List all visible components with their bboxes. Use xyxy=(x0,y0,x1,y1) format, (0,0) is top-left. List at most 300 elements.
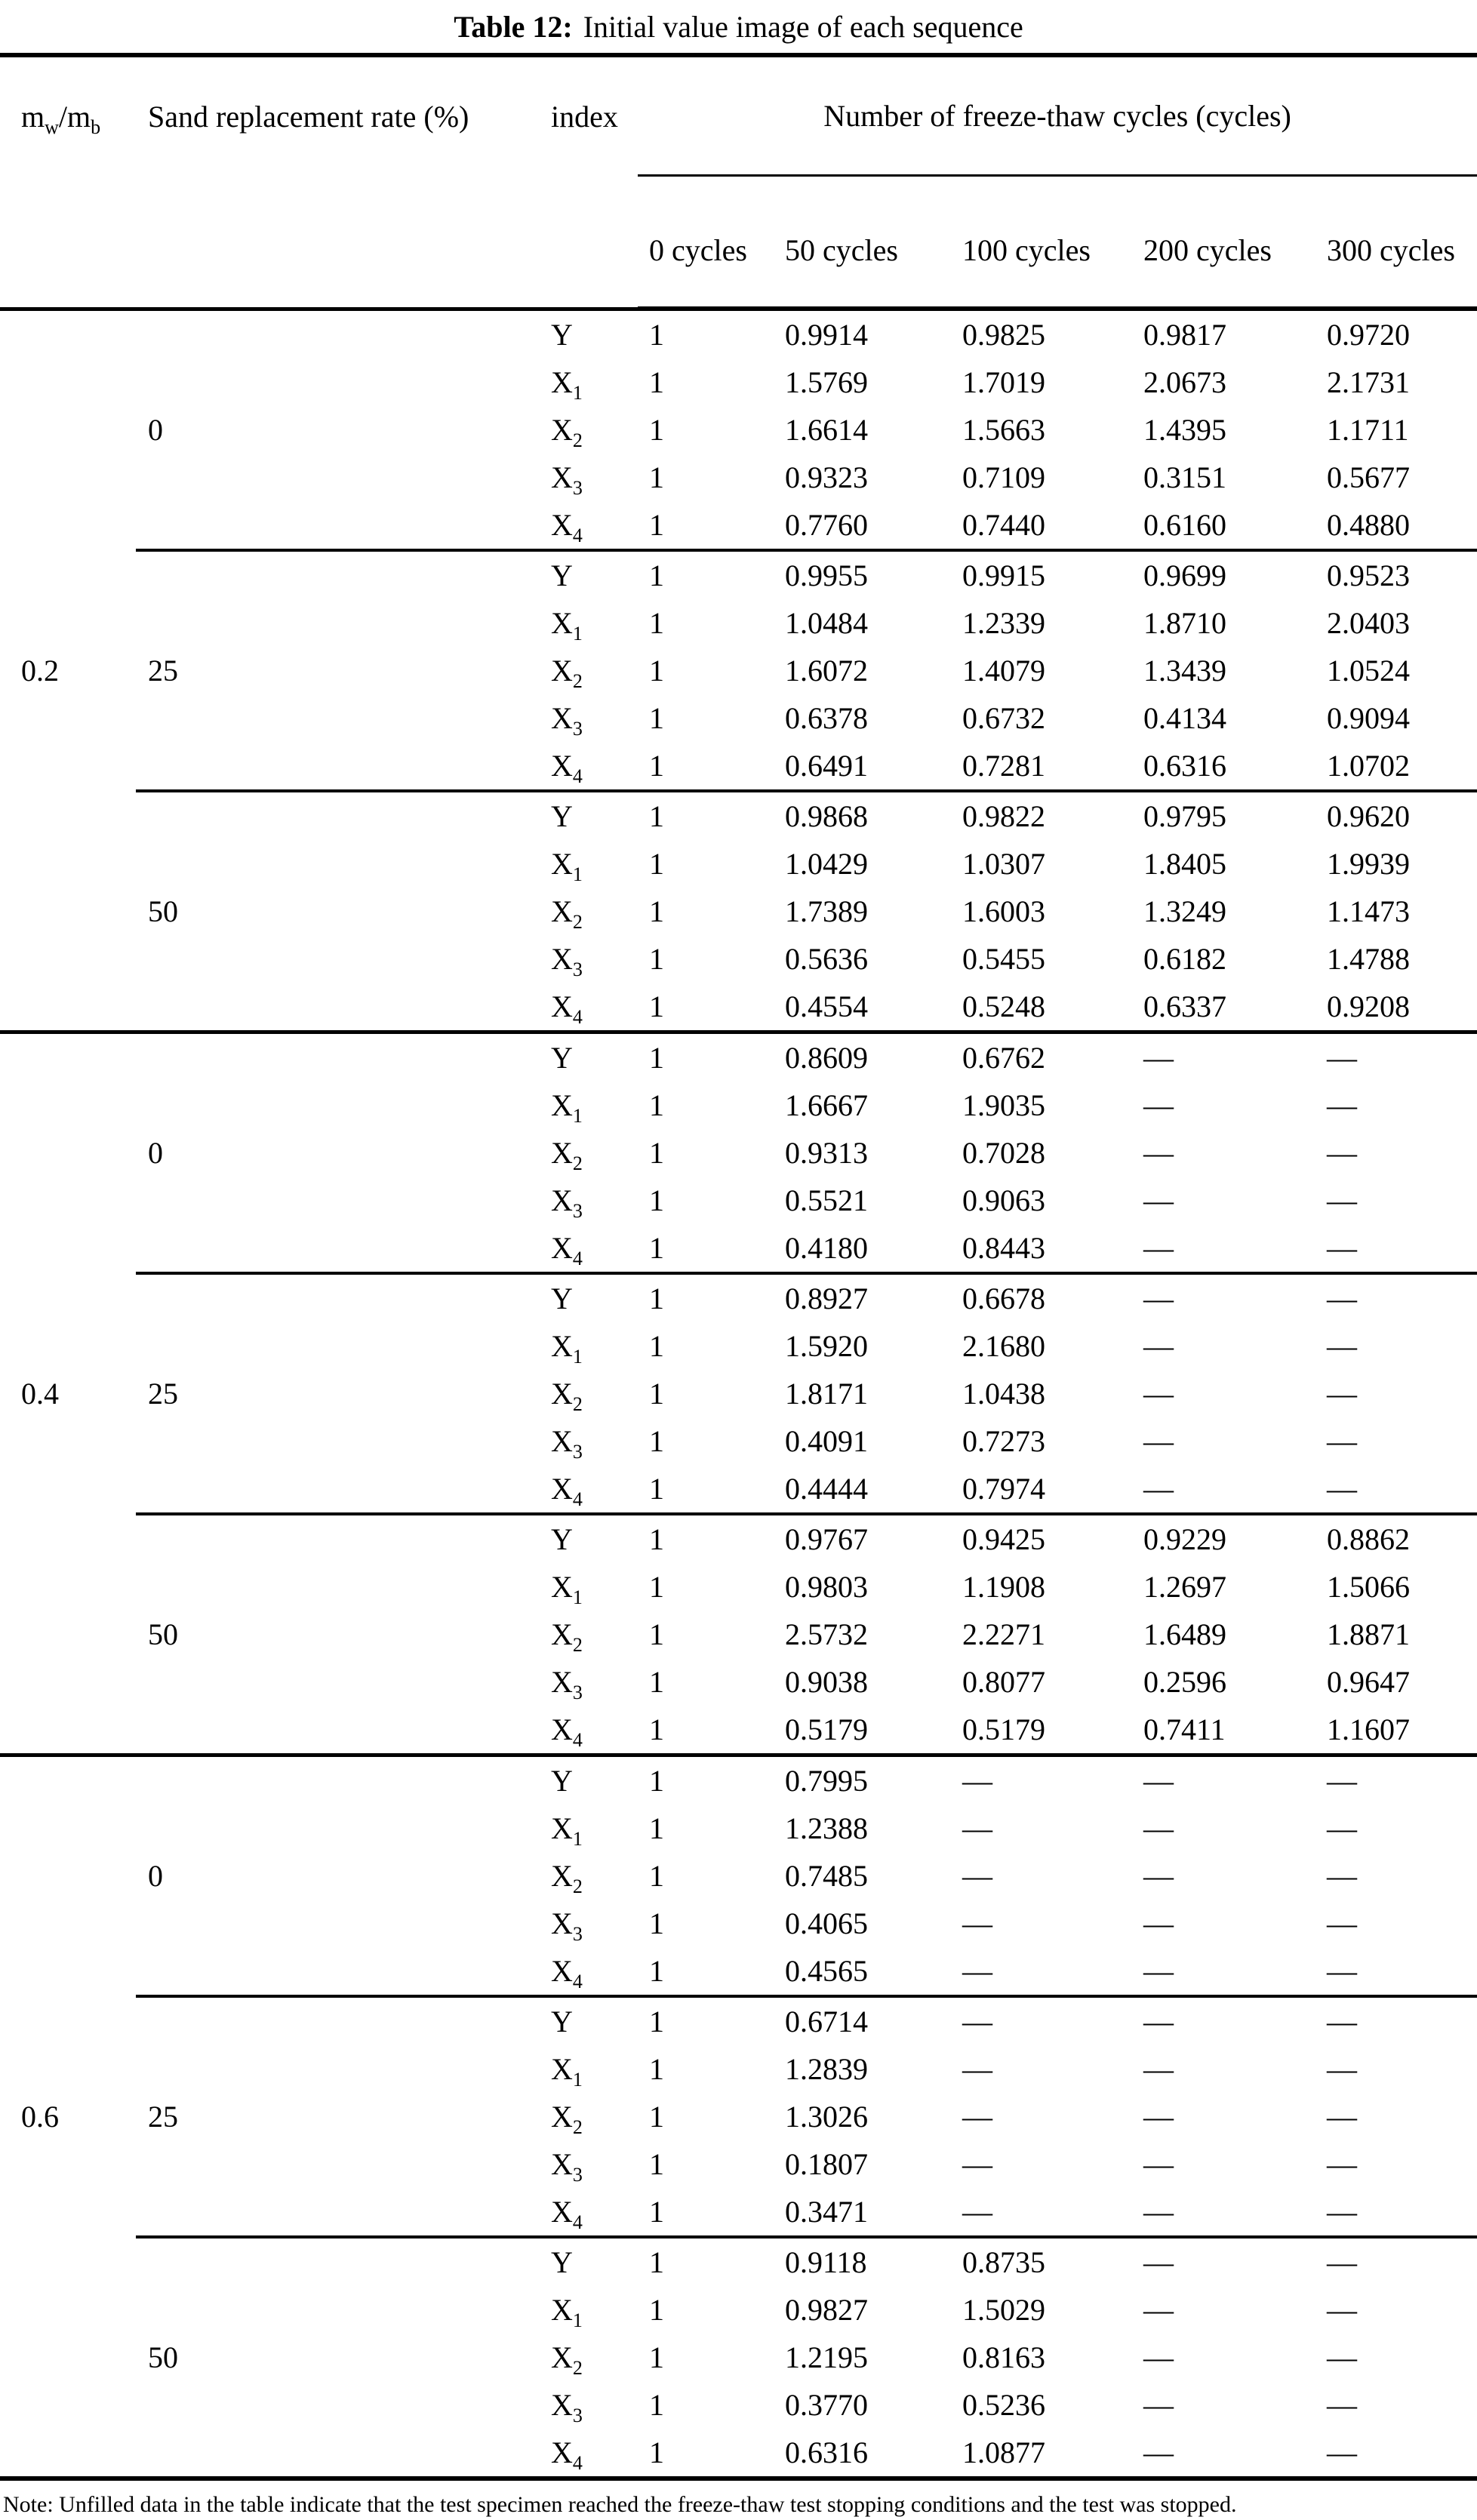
index-subscript: 1 xyxy=(572,1586,583,1608)
value-cell: 1.0524 xyxy=(1327,654,1410,688)
index-cell: Y xyxy=(540,1273,638,1322)
value-cell: — xyxy=(1327,1906,1357,1940)
value-cell: 1 xyxy=(649,1136,664,1170)
value-cell: 0.8735 xyxy=(951,2237,1132,2286)
value-cell: 0.8163 xyxy=(962,2340,1045,2374)
ratio-base-1: m xyxy=(21,100,45,134)
value-cell: 0.7760 xyxy=(785,508,868,542)
value-cell: 1 xyxy=(638,1032,774,1082)
sand-rate-cell: 50 xyxy=(136,1514,540,1755)
value-cell: 0.9313 xyxy=(785,1136,868,1170)
value-cell: 1 xyxy=(649,1811,664,1845)
index-subscript: 1 xyxy=(572,863,583,885)
value-cell: 0.3471 xyxy=(785,2195,868,2229)
value-cell: 1.1473 xyxy=(1327,894,1410,928)
value-cell: 1 xyxy=(649,2052,664,2086)
index-cell: $X_2$ xyxy=(551,654,583,692)
index-cell: Y xyxy=(540,309,638,358)
value-cell: 0.9767 xyxy=(774,1514,951,1563)
index-cell: $X_1$ xyxy=(551,1811,583,1850)
value-cell: 1 xyxy=(649,1231,664,1265)
value-cell: 0.9425 xyxy=(951,1514,1132,1563)
col-header-sand-rate: Sand replacement rate (%) xyxy=(148,100,469,134)
value-cell: 1 xyxy=(649,1665,664,1699)
col-header-cycles-group: Number of freeze-thaw cycles (cycles) xyxy=(638,55,1477,176)
value-cell: — xyxy=(1315,2237,1477,2286)
index-cell: $X_1$ xyxy=(551,1088,583,1127)
value-cell: — xyxy=(1132,1032,1315,1082)
value-cell: — xyxy=(1143,1811,1174,1845)
index-subscript: 1 xyxy=(572,2309,583,2331)
index-cell: $X_2$ xyxy=(551,2340,583,2379)
value-cell: — xyxy=(1327,2195,1357,2229)
col-header-100-cycles: 100 cycles xyxy=(951,176,1132,309)
index-subscript: 4 xyxy=(572,1248,583,1269)
index-cell: $X_2$ xyxy=(551,1377,583,1415)
value-cell: 0.7028 xyxy=(962,1136,1045,1170)
value-cell: 1.1607 xyxy=(1327,1712,1410,1746)
value-cell: 2.1731 xyxy=(1327,365,1410,399)
value-cell: 1.9939 xyxy=(1327,847,1410,881)
header-row-1 xyxy=(0,55,1477,176)
index-subscript: 3 xyxy=(572,1923,583,1945)
value-cell: 0.6316 xyxy=(785,2435,868,2469)
value-cell: 0.3151 xyxy=(1143,460,1226,494)
value-cell: 1.6072 xyxy=(785,654,868,688)
index-cell: $X_1$ xyxy=(551,365,583,404)
value-cell: 0.9822 xyxy=(951,791,1132,840)
value-cell: 0.9795 xyxy=(1132,791,1315,840)
value-cell: — xyxy=(1327,1954,1357,1988)
value-cell: — xyxy=(1143,2435,1174,2469)
value-cell: 1.5066 xyxy=(1327,1570,1410,1604)
index-cell: $X_3$ xyxy=(551,1665,583,1703)
value-cell: 0.9323 xyxy=(785,460,868,494)
value-cell: 1.2339 xyxy=(962,606,1045,640)
value-cell: 0.7273 xyxy=(962,1424,1045,1458)
value-cell: 1 xyxy=(638,1996,774,2045)
sand-rate-cell: 0 xyxy=(136,309,540,550)
col-header-300-cycles: 300 cycles xyxy=(1315,176,1477,309)
value-cell: — xyxy=(1327,1231,1357,1265)
value-cell: — xyxy=(1143,1136,1174,1170)
sand-rate-cell: 0 xyxy=(136,1755,540,1997)
sand-rate-cell: 25 xyxy=(136,550,540,791)
value-cell: 0.4565 xyxy=(785,1954,868,1988)
value-cell: 0.9720 xyxy=(1315,309,1477,358)
value-cell: 1 xyxy=(649,508,664,542)
value-cell: — xyxy=(1327,1472,1357,1506)
ratio-sub-2: b xyxy=(91,116,101,138)
col-header-200-cycles: 200 cycles xyxy=(1132,176,1315,309)
value-cell: 0.9063 xyxy=(962,1183,1045,1217)
value-cell: — xyxy=(1327,1811,1357,1845)
value-cell: 0.9803 xyxy=(785,1570,868,1604)
value-cell: 1 xyxy=(649,2100,664,2134)
index-cell: $X_4$ xyxy=(551,2195,583,2233)
value-cell: 0.9038 xyxy=(785,1665,868,1699)
index-cell: $X_4$ xyxy=(551,749,583,787)
index-subscript: 3 xyxy=(572,1441,583,1463)
value-cell: 0.7281 xyxy=(962,749,1045,783)
ratio-base-2: /m xyxy=(58,100,91,134)
value-cell: 1.5663 xyxy=(962,413,1045,447)
index-cell: $X_2$ xyxy=(551,2100,583,2138)
table-row xyxy=(0,1032,1477,1082)
col-header-index: index xyxy=(551,100,618,134)
value-cell: 0.9620 xyxy=(1315,791,1477,840)
value-cell: 1.0438 xyxy=(962,1377,1045,1411)
value-cell: 0.8927 xyxy=(774,1273,951,1322)
value-cell: 0.7485 xyxy=(785,1859,868,1893)
table-header xyxy=(0,55,1477,309)
value-cell: 0.2596 xyxy=(1143,1665,1226,1699)
value-cell: 1.1711 xyxy=(1327,413,1409,447)
value-cell: — xyxy=(1327,2052,1357,2086)
value-cell: 1 xyxy=(649,365,664,399)
value-cell: 1.0484 xyxy=(785,606,868,640)
value-cell: 1 xyxy=(649,2195,664,2229)
table-footnote: Note: Unfilled data in the table indicate that the test specimen reached the freeze-thaw test stopping conditions and the test was stopped. xyxy=(3,2492,1237,2517)
value-cell: 0.9699 xyxy=(1132,550,1315,599)
value-cell: — xyxy=(1143,2388,1174,2422)
value-cell: 1.7019 xyxy=(962,365,1045,399)
value-cell: 1.5920 xyxy=(785,1329,868,1363)
value-cell: 1 xyxy=(649,1377,664,1411)
value-cell: 2.2271 xyxy=(962,1617,1045,1651)
value-cell: 1.0877 xyxy=(962,2435,1045,2469)
index-subscript: 1 xyxy=(572,623,583,645)
index-cell: $X_4$ xyxy=(551,1472,583,1510)
sand-rate-cell: 25 xyxy=(136,1273,540,1514)
value-cell: 0.9827 xyxy=(785,2293,868,2327)
value-cell: 1.4395 xyxy=(1143,413,1226,447)
value-cell: 1.7389 xyxy=(785,894,868,928)
index-cell: $X_4$ xyxy=(551,1231,583,1269)
value-cell: 1 xyxy=(638,309,774,358)
index-cell: $X_3$ xyxy=(551,1906,583,1945)
value-cell: — xyxy=(962,1811,992,1845)
value-cell: 1 xyxy=(649,894,664,928)
index-subscript: 3 xyxy=(572,2405,583,2426)
value-cell: 0.4134 xyxy=(1143,701,1226,735)
ratio-sub-1: w xyxy=(45,116,59,138)
value-cell: — xyxy=(1327,1377,1357,1411)
value-cell: 1 xyxy=(649,1424,664,1458)
value-cell: 0.9647 xyxy=(1327,1665,1410,1699)
value-cell: 2.0673 xyxy=(1143,365,1226,399)
value-cell: — xyxy=(1143,2293,1174,2327)
value-cell: 1.6667 xyxy=(785,1088,868,1122)
index-subscript: 3 xyxy=(572,2164,583,2186)
value-cell: — xyxy=(1327,2147,1357,2181)
index-cell: $X_1$ xyxy=(551,1329,583,1368)
value-cell: 0.9817 xyxy=(1132,309,1315,358)
value-cell: — xyxy=(1143,1231,1174,1265)
value-cell: — xyxy=(962,1906,992,1940)
value-cell: 1.3439 xyxy=(1143,654,1226,688)
index-subscript: 1 xyxy=(572,1105,583,1127)
value-cell: 1 xyxy=(649,2147,664,2181)
value-cell: 1.2195 xyxy=(785,2340,868,2374)
value-cell: 1 xyxy=(638,550,774,599)
col-header-ratio xyxy=(0,55,136,309)
value-cell: 1 xyxy=(638,1755,774,1805)
value-cell: 0.9955 xyxy=(774,550,951,599)
value-cell: 1.5769 xyxy=(785,365,868,399)
value-cell: 1.9035 xyxy=(962,1088,1045,1122)
value-cell: 1 xyxy=(649,413,664,447)
value-cell: 1.5029 xyxy=(962,2293,1045,2327)
value-cell: 0.6316 xyxy=(1143,749,1226,783)
value-cell: 0.8077 xyxy=(962,1665,1045,1699)
index-cell: $X_2$ xyxy=(551,1136,583,1174)
value-cell: 1.0702 xyxy=(1327,749,1410,783)
value-cell: 1 xyxy=(638,1273,774,1322)
value-cell: 2.5732 xyxy=(785,1617,868,1651)
value-cell: 2.1680 xyxy=(962,1329,1045,1363)
value-cell: 0.4065 xyxy=(785,1906,868,1940)
value-cell: — xyxy=(1143,1859,1174,1893)
value-cell: 0.9825 xyxy=(951,309,1132,358)
index-cell: $X_1$ xyxy=(551,1570,583,1608)
value-cell: 0.4091 xyxy=(785,1424,868,1458)
index-cell: $X_2$ xyxy=(551,413,583,451)
index-cell: $X_4$ xyxy=(551,508,583,546)
value-cell: 0.7440 xyxy=(962,508,1045,542)
index-cell: $X_3$ xyxy=(551,460,583,499)
value-cell: 1 xyxy=(649,1954,664,1988)
value-cell: — xyxy=(1143,1377,1174,1411)
value-cell: 0.7109 xyxy=(962,460,1045,494)
value-cell: — xyxy=(1327,1183,1357,1217)
index-cell: $X_4$ xyxy=(551,1954,583,1992)
value-cell: 1.3249 xyxy=(1143,894,1226,928)
value-cell: 1.2839 xyxy=(785,2052,868,2086)
index-subscript: 2 xyxy=(572,1634,583,1656)
index-subscript: 4 xyxy=(572,1488,583,1510)
index-cell: $X_3$ xyxy=(551,701,583,740)
value-cell: 1 xyxy=(638,791,774,840)
index-cell: $X_3$ xyxy=(551,1424,583,1463)
index-subscript: 4 xyxy=(572,1006,583,1028)
index-subscript: 1 xyxy=(572,1828,583,1850)
value-cell: — xyxy=(1327,1859,1357,1893)
value-cell: 0.9229 xyxy=(1132,1514,1315,1563)
value-cell: 0.5179 xyxy=(785,1712,868,1746)
value-cell: — xyxy=(1327,1329,1357,1363)
value-cell: — xyxy=(1327,2100,1357,2134)
index-subscript: 4 xyxy=(572,765,583,787)
index-cell: Y xyxy=(540,1032,638,1082)
value-cell: 1.2388 xyxy=(785,1811,868,1845)
value-cell: 1.8710 xyxy=(1143,606,1226,640)
value-cell: 1 xyxy=(649,847,664,881)
table-row xyxy=(0,550,1477,599)
value-cell: 0.8443 xyxy=(962,1231,1045,1265)
value-cell: 1 xyxy=(649,1183,664,1217)
value-cell: — xyxy=(1143,2100,1174,2134)
index-cell: $X_2$ xyxy=(551,894,583,933)
sand-rate-cell: 50 xyxy=(136,2237,540,2478)
index-cell: $X_3$ xyxy=(551,2388,583,2426)
index-subscript: 2 xyxy=(572,1875,583,1897)
index-subscript: 2 xyxy=(572,1393,583,1415)
value-cell: 0.4880 xyxy=(1327,508,1410,542)
value-cell: — xyxy=(1143,1906,1174,1940)
value-cell: 0.9523 xyxy=(1315,550,1477,599)
value-cell: 0.5455 xyxy=(962,942,1045,976)
value-cell: 0.9868 xyxy=(774,791,951,840)
value-cell: 0.5248 xyxy=(962,989,1045,1023)
value-cell: 1 xyxy=(649,989,664,1023)
index-cell: $X_4$ xyxy=(551,989,583,1028)
value-cell: 0.8862 xyxy=(1315,1514,1477,1563)
table-row xyxy=(0,1273,1477,1322)
value-cell: — xyxy=(1143,1472,1174,1506)
value-cell: 1 xyxy=(649,1570,664,1604)
value-cell: 1.2697 xyxy=(1143,1570,1226,1604)
index-cell: $X_1$ xyxy=(551,606,583,645)
value-cell: 0.4554 xyxy=(785,989,868,1023)
col-header-50-cycles: 50 cycles xyxy=(774,176,951,309)
index-subscript: 2 xyxy=(572,911,583,933)
value-cell: 1 xyxy=(649,2435,664,2469)
value-cell: 1 xyxy=(649,942,664,976)
index-cell: $X_4$ xyxy=(551,2435,583,2474)
value-cell: 0.6678 xyxy=(951,1273,1132,1322)
index-subscript: 4 xyxy=(572,525,583,546)
value-cell: 0.4180 xyxy=(785,1231,868,1265)
value-cell: 1 xyxy=(638,2237,774,2286)
value-cell: 0.7974 xyxy=(962,1472,1045,1506)
value-cell: 1 xyxy=(649,1329,664,1363)
value-cell: — xyxy=(1143,2195,1174,2229)
value-cell: 1.6614 xyxy=(785,413,868,447)
value-cell: — xyxy=(1143,1329,1174,1363)
sand-rate-cell: 0 xyxy=(136,1032,540,1274)
index-subscript: 3 xyxy=(572,1200,583,1222)
value-cell: — xyxy=(1327,2340,1357,2374)
value-cell: — xyxy=(1132,2237,1315,2286)
value-cell: 0.8609 xyxy=(774,1032,951,1082)
value-cell: — xyxy=(951,1755,1132,1805)
value-cell: 1 xyxy=(649,1859,664,1893)
value-cell: — xyxy=(1143,2052,1174,2086)
table-row xyxy=(0,309,1477,358)
ratio-cell: 0.6 xyxy=(0,1755,136,2479)
value-cell: 1 xyxy=(649,606,664,640)
value-cell: 1 xyxy=(649,1472,664,1506)
value-cell: 2.0403 xyxy=(1327,606,1410,640)
index-cell: $X_3$ xyxy=(551,942,583,980)
value-cell: — xyxy=(1143,2147,1174,2181)
value-cell: 0.5636 xyxy=(785,942,868,976)
value-cell: 0.7411 xyxy=(1143,1712,1226,1746)
index-subscript: 4 xyxy=(572,2211,583,2233)
index-cell: $X_1$ xyxy=(551,2293,583,2331)
value-cell: 1.0307 xyxy=(962,847,1045,881)
value-cell: 0.7995 xyxy=(774,1755,951,1805)
value-cell: — xyxy=(962,2052,992,2086)
value-cell: 1.1908 xyxy=(962,1570,1045,1604)
index-cell: $X_1$ xyxy=(551,847,583,885)
col-header-0-cycles: 0 cycles xyxy=(638,176,774,309)
index-subscript: 1 xyxy=(572,1346,583,1368)
index-cell: $X_3$ xyxy=(551,1183,583,1222)
index-cell: $X_2$ xyxy=(551,1859,583,1897)
value-cell: 1 xyxy=(649,1617,664,1651)
ratio-cell: 0.4 xyxy=(0,1032,136,1755)
value-cell: 0.9914 xyxy=(774,309,951,358)
value-cell: 0.3770 xyxy=(785,2388,868,2422)
value-cell: 1.0429 xyxy=(785,847,868,881)
index-subscript: 2 xyxy=(572,429,583,451)
value-cell: 0.6160 xyxy=(1143,508,1226,542)
value-cell: 1.4079 xyxy=(962,654,1045,688)
value-cell: — xyxy=(1132,1996,1315,2045)
value-cell: 0.5236 xyxy=(962,2388,1045,2422)
index-subscript: 1 xyxy=(572,382,583,404)
value-cell: 1.3026 xyxy=(785,2100,868,2134)
index-subscript: 3 xyxy=(572,718,583,740)
index-cell: Y xyxy=(540,1996,638,2045)
value-cell: 1.4788 xyxy=(1327,942,1410,976)
index-cell: Y xyxy=(540,1514,638,1563)
value-cell: 1.8171 xyxy=(785,1377,868,1411)
value-cell: — xyxy=(1143,1954,1174,1988)
sand-rate-cell: 50 xyxy=(136,791,540,1032)
value-cell: 1 xyxy=(649,2293,664,2327)
value-cell: — xyxy=(1132,1755,1315,1805)
value-cell: 0.9094 xyxy=(1327,701,1410,735)
index-subscript: 2 xyxy=(572,2116,583,2138)
table-title-label: Table 12: xyxy=(454,10,573,44)
value-cell: — xyxy=(962,1859,992,1893)
value-cell: 1.8405 xyxy=(1143,847,1226,881)
value-cell: — xyxy=(1315,1755,1477,1805)
value-cell: — xyxy=(1315,1273,1477,1322)
value-cell: — xyxy=(1143,2340,1174,2374)
value-cell: 1 xyxy=(649,2340,664,2374)
value-cell: 1 xyxy=(649,1906,664,1940)
value-cell: — xyxy=(962,1954,992,1988)
index-cell: Y xyxy=(540,550,638,599)
value-cell: — xyxy=(1315,1996,1477,2045)
value-cell: — xyxy=(1327,2388,1357,2422)
value-cell: 0.4444 xyxy=(785,1472,868,1506)
value-cell: — xyxy=(1132,1273,1315,1322)
value-cell: 0.6762 xyxy=(951,1032,1132,1082)
value-cell: 0.5179 xyxy=(962,1712,1045,1746)
data-table xyxy=(0,53,1477,2481)
value-cell: — xyxy=(1143,1088,1174,1122)
table-row xyxy=(0,791,1477,840)
index-subscript: 3 xyxy=(572,958,583,980)
value-cell: 0.1807 xyxy=(785,2147,868,2181)
sand-rate-cell: 25 xyxy=(136,1996,540,2237)
value-cell: 0.6732 xyxy=(962,701,1045,735)
index-cell: Y xyxy=(540,1755,638,1805)
index-subscript: 2 xyxy=(572,670,583,692)
value-cell: — xyxy=(1327,2435,1357,2469)
value-cell: 1 xyxy=(649,654,664,688)
value-cell: 0.6337 xyxy=(1143,989,1226,1023)
table-row xyxy=(0,1755,1477,1805)
value-cell: 1.8871 xyxy=(1327,1617,1410,1651)
table-row xyxy=(0,2237,1477,2286)
value-cell: 0.6714 xyxy=(774,1996,951,2045)
